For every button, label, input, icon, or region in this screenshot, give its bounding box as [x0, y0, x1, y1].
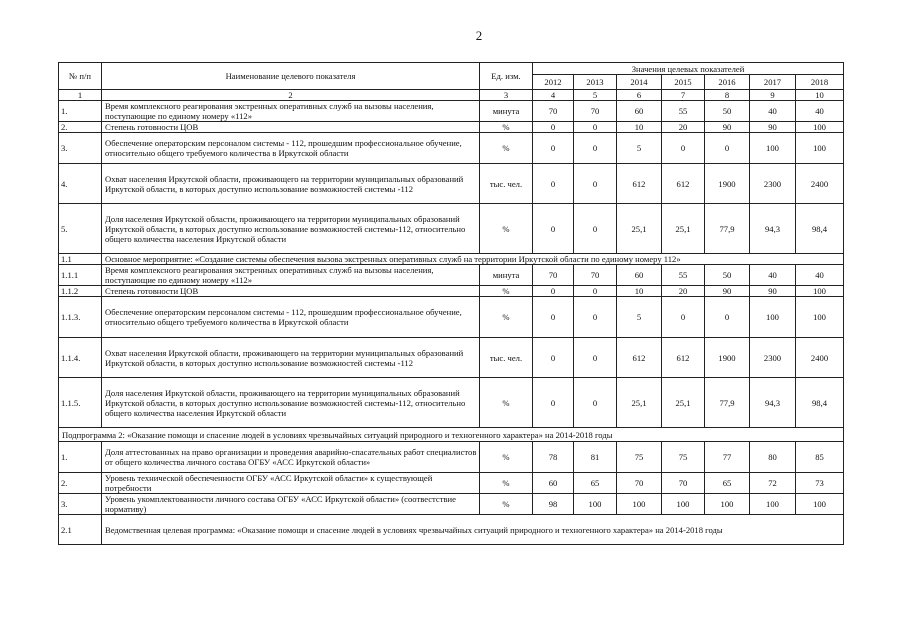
value-cell: 94,3	[750, 378, 796, 428]
value-cell: 612	[662, 164, 705, 204]
value-cell: 100	[796, 494, 844, 515]
value-cell: 0	[574, 378, 617, 428]
value-cell: 90	[750, 122, 796, 133]
value-cell: 70	[662, 473, 705, 494]
table-row	[59, 101, 844, 122]
value-cell: 77,9	[705, 378, 750, 428]
table-row	[59, 286, 844, 297]
value-cell: 60	[617, 265, 662, 286]
indicator-name: Время комплексного реагирования экстренных оперативных служб на вызовы населения, поступающие по единому номеру «112»	[102, 101, 480, 122]
table-row	[59, 442, 844, 473]
value-cell: 20	[662, 122, 705, 133]
indicator-name: Обеспечение операторским персоналом системы - 112, прошедшим профессиональное обучение, относительно общего требуемого количества в Иркутской области	[102, 297, 480, 338]
column-number: 8	[705, 90, 750, 101]
value-cell: 100	[750, 133, 796, 164]
value-cell: 50	[705, 265, 750, 286]
value-cell: 5	[617, 133, 662, 164]
unit-cell: %	[480, 204, 533, 254]
value-cell: 0	[574, 164, 617, 204]
value-cell: 5	[617, 297, 662, 338]
table-row	[59, 378, 844, 428]
unit-cell: %	[480, 378, 533, 428]
table-row	[59, 164, 844, 204]
column-number: 6	[617, 90, 662, 101]
value-cell: 75	[617, 442, 662, 473]
value-cell: 0	[533, 122, 574, 133]
value-cell: 100	[796, 286, 844, 297]
section-row	[59, 254, 844, 265]
table-row	[59, 122, 844, 133]
row-number: 3.	[59, 133, 102, 164]
indicator-name: Степень готовности ЦОВ	[102, 286, 480, 297]
value-cell: 73	[796, 473, 844, 494]
value-cell: 40	[796, 101, 844, 122]
value-cell: 70	[574, 265, 617, 286]
value-cell: 100	[796, 297, 844, 338]
column-number: 4	[533, 90, 574, 101]
row-number: 1.1.5.	[59, 378, 102, 428]
row-number: 1.1.1	[59, 265, 102, 286]
value-cell: 612	[662, 338, 705, 378]
column-number: 3	[480, 90, 533, 101]
value-cell: 612	[617, 164, 662, 204]
indicator-name: Степень готовности ЦОВ	[102, 122, 480, 133]
unit-cell: тыс. чел.	[480, 164, 533, 204]
section-title: Ведомственная целевая программа: «Оказание помощи и спасение людей в условиях чрезвычайных ситуаций природного и техногенного характера» на 2014-2018 годы	[102, 515, 844, 545]
value-cell: 0	[574, 133, 617, 164]
value-cell: 1900	[705, 338, 750, 378]
value-cell: 78	[533, 442, 574, 473]
value-cell: 55	[662, 101, 705, 122]
value-cell: 60	[617, 101, 662, 122]
value-cell: 0	[533, 338, 574, 378]
value-cell: 0	[533, 204, 574, 254]
value-cell: 0	[574, 297, 617, 338]
value-cell: 10	[617, 286, 662, 297]
row-number: 5.	[59, 204, 102, 254]
value-cell: 81	[574, 442, 617, 473]
unit-cell: тыс. чел.	[480, 338, 533, 378]
column-number: 5	[574, 90, 617, 101]
value-cell: 100	[705, 494, 750, 515]
row-number: 1.	[59, 101, 102, 122]
value-cell: 2400	[796, 164, 844, 204]
value-cell: 90	[705, 122, 750, 133]
header-unit: Ед. изм.	[480, 63, 533, 90]
value-cell: 25,1	[662, 378, 705, 428]
unit-cell: %	[480, 494, 533, 515]
value-cell: 0	[574, 338, 617, 378]
section-title: Основное мероприятие: «Создание системы обеспечения вызова экстренных оперативных служб на территории Иркутской области по единому номеру 112»	[102, 254, 844, 265]
column-number: 2	[102, 90, 480, 101]
value-cell: 40	[750, 265, 796, 286]
row-number: 1.1.2	[59, 286, 102, 297]
value-cell: 77	[705, 442, 750, 473]
value-cell: 0	[662, 133, 705, 164]
value-cell: 98	[533, 494, 574, 515]
value-cell: 0	[662, 297, 705, 338]
column-number: 9	[750, 90, 796, 101]
row-number: 1.1.3.	[59, 297, 102, 338]
indicator-name: Охват населения Иркутской области, проживающего на территории муниципальных образований Иркутской области, в которых доступно использование возможностей системы -112	[102, 164, 480, 204]
section-row	[59, 515, 844, 545]
column-number: 7	[662, 90, 705, 101]
value-cell: 20	[662, 286, 705, 297]
page-number: 2	[475, 28, 483, 43]
value-cell: 77,9	[705, 204, 750, 254]
value-cell: 65	[574, 473, 617, 494]
unit-cell: %	[480, 286, 533, 297]
unit-cell: %	[480, 297, 533, 338]
indicator-name: Время комплексного реагирования экстренных оперативных служб на вызовы населения, поступающие по единому номеру «112»	[102, 265, 480, 286]
header-year: 2017	[750, 75, 796, 90]
value-cell: 10	[617, 122, 662, 133]
indicator-name: Доля населения Иркутской области, проживающего на территории муниципальных образований Иркутской области, в которых доступно использование возможностей системы-112, относительно общего количества населения Иркутской области	[102, 204, 480, 254]
unit-cell: %	[480, 442, 533, 473]
header-name: Наименование целевого показателя	[102, 63, 480, 90]
header-year: 2015	[662, 75, 705, 90]
indicator-name: Доля аттестованных на право организации и проведения аварийно-спасательных работ специалистов от общего количества личного состава ОГБУ «АСС Иркутской области»	[102, 442, 480, 473]
value-cell: 70	[617, 473, 662, 494]
value-cell: 100	[796, 122, 844, 133]
row-number: 4.	[59, 164, 102, 204]
value-cell: 100	[574, 494, 617, 515]
section-number: 2.1	[59, 515, 102, 545]
header-year: 2018	[796, 75, 844, 90]
value-cell: 2300	[750, 164, 796, 204]
row-number: 2.	[59, 122, 102, 133]
value-cell: 0	[533, 378, 574, 428]
value-cell: 40	[796, 265, 844, 286]
value-cell: 100	[750, 494, 796, 515]
header-num: № п/п	[59, 63, 102, 90]
value-cell: 25,1	[617, 378, 662, 428]
value-cell: 0	[705, 133, 750, 164]
indicator-name: Доля населения Иркутской области, проживающего на территории муниципальных образований Иркутской области, в которых доступно использование возможностей системы-112, относительно общего количества населения Иркутской области	[102, 378, 480, 428]
table-row	[59, 494, 844, 515]
indicator-name: Охват населения Иркутской области, проживающего на территории муниципальных образований Иркутской области, в которых доступно использование возможностей системы -112	[102, 338, 480, 378]
header-year: 2012	[533, 75, 574, 90]
table-row	[59, 473, 844, 494]
column-number: 1	[59, 90, 102, 101]
header-year: 2016	[705, 75, 750, 90]
value-cell: 0	[574, 204, 617, 254]
table-row	[59, 133, 844, 164]
unit-cell: минута	[480, 265, 533, 286]
unit-cell: %	[480, 133, 533, 164]
value-cell: 0	[533, 297, 574, 338]
subprogram-row	[59, 428, 844, 442]
header-year: 2013	[574, 75, 617, 90]
table-row	[59, 338, 844, 378]
value-cell: 25,1	[617, 204, 662, 254]
column-number: 10	[796, 90, 844, 101]
unit-cell: %	[480, 473, 533, 494]
row-number: 1.	[59, 442, 102, 473]
unit-cell: минута	[480, 101, 533, 122]
value-cell: 100	[617, 494, 662, 515]
value-cell: 98,4	[796, 378, 844, 428]
value-cell: 72	[750, 473, 796, 494]
table-row	[59, 204, 844, 254]
value-cell: 0	[705, 297, 750, 338]
table-row	[59, 297, 844, 338]
value-cell: 2400	[796, 338, 844, 378]
value-cell: 40	[750, 101, 796, 122]
value-cell: 0	[574, 286, 617, 297]
subprogram-title: Подпрограмма 2: «Оказание помощи и спасение людей в условиях чрезвычайных ситуаций природного и техногенного характера» на 2014-2018 годы	[59, 428, 844, 442]
value-cell: 70	[533, 265, 574, 286]
value-cell: 70	[574, 101, 617, 122]
value-cell: 90	[705, 286, 750, 297]
indicator-name: Обеспечение операторским персоналом системы - 112, прошедшим профессиональное обучение, относительно общего требуемого количества в Иркутской области	[102, 133, 480, 164]
value-cell: 60	[533, 473, 574, 494]
header-year: 2014	[617, 75, 662, 90]
value-cell: 70	[533, 101, 574, 122]
value-cell: 100	[750, 297, 796, 338]
row-number: 1.1.4.	[59, 338, 102, 378]
value-cell: 50	[705, 101, 750, 122]
value-cell: 0	[574, 122, 617, 133]
indicator-name: Уровень укомплектованности личного состава ОГБУ «АСС Иркутской области» (соотвестствие нормативу)	[102, 494, 480, 515]
target-indicators-table	[58, 62, 844, 545]
row-number: 3.	[59, 494, 102, 515]
value-cell: 90	[750, 286, 796, 297]
table-row	[59, 265, 844, 286]
value-cell: 612	[617, 338, 662, 378]
value-cell: 94,3	[750, 204, 796, 254]
value-cell: 1900	[705, 164, 750, 204]
indicator-name: Уровень технической обеспеченности ОГБУ «АСС Иркутской области» к существующей потребности	[102, 473, 480, 494]
row-number: 2.	[59, 473, 102, 494]
value-cell: 0	[533, 286, 574, 297]
value-cell: 0	[533, 164, 574, 204]
value-cell: 98,4	[796, 204, 844, 254]
value-cell: 0	[533, 133, 574, 164]
value-cell: 2300	[750, 338, 796, 378]
value-cell: 55	[662, 265, 705, 286]
value-cell: 100	[796, 133, 844, 164]
header-values-group: Значения целевых показателей	[533, 63, 844, 75]
unit-cell: %	[480, 122, 533, 133]
value-cell: 25,1	[662, 204, 705, 254]
value-cell: 100	[662, 494, 705, 515]
value-cell: 75	[662, 442, 705, 473]
section-number: 1.1	[59, 254, 102, 265]
value-cell: 85	[796, 442, 844, 473]
value-cell: 80	[750, 442, 796, 473]
value-cell: 65	[705, 473, 750, 494]
